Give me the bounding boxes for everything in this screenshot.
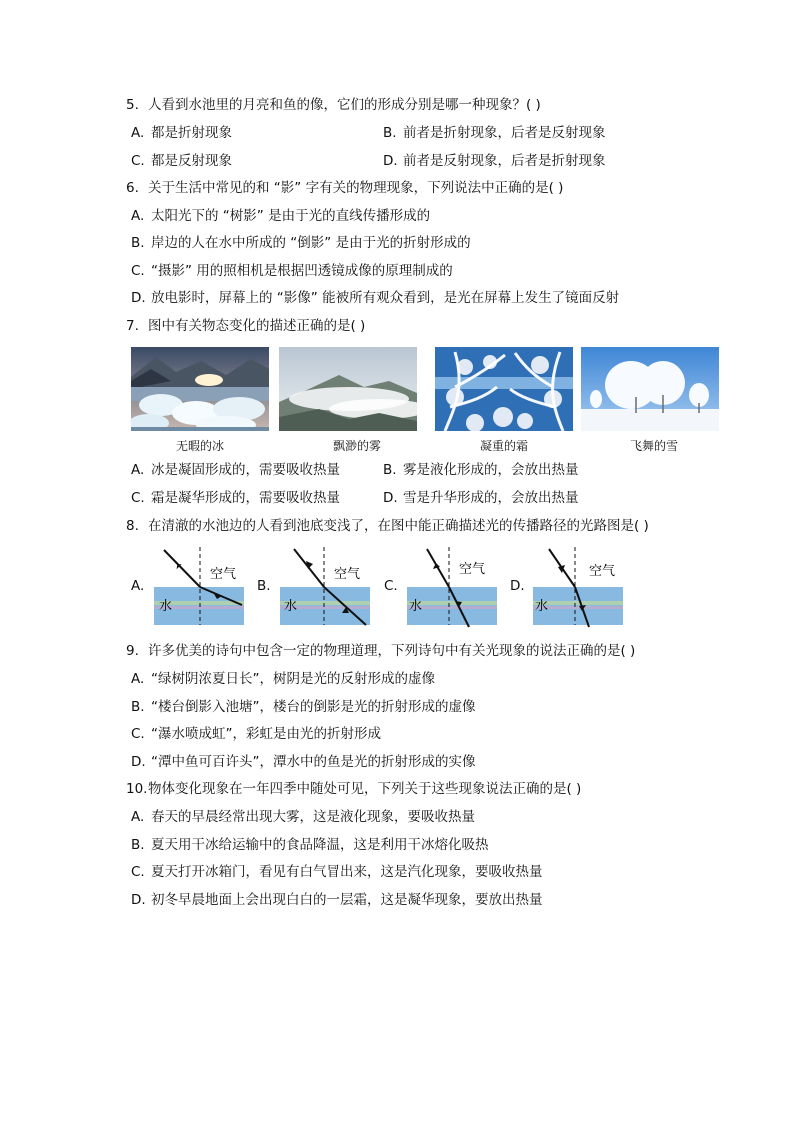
option-text: 初冬早晨地面上会出现白白的一层霜，这是凝华现象，要放出热量 [151, 892, 543, 908]
option-text: 前者是反射现象，后者是折射现象 [403, 153, 606, 169]
question-number: 8. [126, 518, 139, 534]
option-6d[interactable] [131, 289, 619, 307]
option-text: “楼台倒影入池塘”，楼台的倒影是光的折射形成的虚像 [151, 699, 476, 715]
option-text: 太阳光下的 “树影” 是由于光的直线传播形成的 [151, 208, 431, 224]
option-letter: B. [383, 462, 397, 478]
option-text: “瀑水喷成虹”，彩虹是由光的折射形成 [151, 726, 381, 742]
diagram-b[interactable] [276, 547, 372, 633]
question-number: 6. [126, 180, 139, 196]
option-7d[interactable] [383, 489, 579, 507]
air-label: 空气 [459, 561, 486, 576]
diagram-c[interactable] [403, 547, 499, 633]
question-stem: 在清澈的水池边的人看到池底变浅了，在图中能正确描述光的传播路径的光路图是( ) [148, 518, 649, 534]
option-5d[interactable] [383, 152, 606, 170]
option-10b[interactable] [131, 836, 489, 854]
option-text: 都是反射现象 [151, 153, 232, 169]
air-label: 空气 [334, 566, 361, 581]
question-7 [126, 317, 365, 335]
option-9c[interactable] [131, 725, 381, 743]
option-text: 霜是凝华形成的，需要吸收热量 [151, 490, 340, 506]
option-5b[interactable] [383, 124, 606, 142]
air-label: 空气 [589, 563, 616, 578]
frost-photo [435, 347, 573, 431]
option-5a[interactable] [131, 124, 232, 142]
option-letter: D. [383, 153, 398, 169]
water-label: 水 [535, 598, 549, 613]
ice-photo [131, 347, 269, 431]
water-label: 水 [284, 598, 298, 613]
question-number: 9. [126, 643, 139, 659]
option-10d[interactable] [131, 891, 543, 909]
option-text: 放电影时，屏幕上的 “影像” 能被所有观众看到，是光在屏幕上发生了镜面反射 [151, 290, 620, 306]
question-10 [126, 780, 581, 798]
question-stem: 图中有关物态变化的描述正确的是( ) [148, 318, 366, 334]
option-letter: B. [131, 837, 145, 853]
ice-caption: 无暇的冰 [175, 439, 224, 453]
option-7c[interactable] [131, 489, 340, 507]
question-number: 5. [126, 97, 139, 113]
question-8 [126, 517, 649, 535]
option-letter: A. [131, 671, 145, 687]
option-letter: B. [131, 699, 145, 715]
option-letter: B. [383, 125, 397, 141]
option-letter: A. [131, 462, 145, 478]
water-label: 水 [159, 598, 173, 613]
snow-caption: 飞舞的雪 [629, 439, 678, 453]
fog-caption: 飘渺的雾 [332, 439, 381, 453]
water-label: 水 [409, 598, 423, 613]
option-letter: C. [131, 490, 145, 506]
option-text: 都是折射现象 [151, 125, 232, 141]
option-5c[interactable] [131, 152, 232, 170]
air-label: 空气 [210, 566, 237, 581]
option-letter: D. [131, 754, 146, 770]
question-6 [126, 179, 563, 197]
option-9b[interactable] [131, 698, 476, 716]
option-letter: D. [131, 892, 146, 908]
question-9 [126, 642, 635, 660]
option-text: 冰是凝固形成的，需要吸收热量 [151, 462, 340, 478]
option-10c[interactable] [131, 863, 543, 881]
option-7a[interactable] [131, 461, 340, 479]
option-text: “摄影” 用的照相机是根据凹透镜成像的原理制成的 [151, 263, 453, 279]
fog-photo [279, 347, 417, 431]
diagram-b-letter[interactable]: B. [257, 578, 271, 594]
frost-caption: 凝重的霜 [479, 439, 528, 453]
option-letter: C. [131, 726, 145, 742]
option-letter: A. [131, 125, 145, 141]
option-letter: C. [131, 153, 145, 169]
option-letter: D. [383, 490, 398, 506]
option-7b[interactable] [383, 461, 579, 479]
option-text: “绿树阴浓夏日长”，树阴是光的反射形成的虚像 [151, 671, 435, 687]
snow-photo [581, 347, 719, 431]
option-text: 岸边的人在水中所成的 “倒影” 是由于光的折射形成的 [151, 235, 471, 251]
option-text: “潭中鱼可百许头”，潭水中的鱼是光的折射形成的实像 [151, 754, 476, 770]
question-stem: 人看到水池里的月亮和鱼的像，它们的形成分别是哪一种现象？( ) [148, 97, 541, 113]
option-6c[interactable] [131, 262, 453, 280]
option-10a[interactable] [131, 808, 475, 826]
option-text: 春天的早晨经常出现大雾，这是液化现象，要吸收热量 [151, 809, 475, 825]
diagram-d[interactable] [529, 547, 625, 633]
option-letter: A. [131, 208, 145, 224]
diagram-a[interactable] [150, 547, 246, 633]
option-text: 夏天用干冰给运输中的食品降温，这是利用干冰熔化吸热 [151, 837, 489, 853]
option-text: 雾是液化形成的，会放出热量 [403, 462, 579, 478]
question-stem: 关于生活中常见的和 “影” 字有关的物理现象，下列说法中正确的是( ) [148, 180, 564, 196]
diagram-d-letter[interactable]: D. [510, 578, 525, 594]
question-5 [126, 96, 541, 114]
question-number: 7. [126, 318, 139, 334]
option-text: 雪是升华形成的，会放出热量 [403, 490, 579, 506]
question-stem: 物体变化现象在一年四季中随处可见，下列关于这些现象说法正确的是( ) [148, 781, 582, 797]
option-text: 前者是折射现象，后者是反射现象 [403, 125, 606, 141]
option-letter: B. [131, 235, 145, 251]
option-letter: C. [131, 263, 145, 279]
option-letter: A. [131, 809, 145, 825]
option-6a[interactable] [131, 207, 430, 225]
option-9a[interactable] [131, 670, 435, 688]
diagram-a-letter[interactable]: A. [131, 578, 145, 594]
question-number: 10. [126, 781, 148, 797]
option-9d[interactable] [131, 753, 476, 771]
option-6b[interactable] [131, 234, 471, 252]
diagram-c-letter[interactable]: C. [384, 578, 398, 594]
question-stem: 许多优美的诗句中包含一定的物理道理，下列诗句中有关光现象的说法正确的是( ) [148, 643, 636, 659]
option-letter: C. [131, 864, 145, 880]
option-letter: D. [131, 290, 146, 306]
option-text: 夏天打开冰箱门，看见有白气冒出来，这是汽化现象，要吸收热量 [151, 864, 543, 880]
